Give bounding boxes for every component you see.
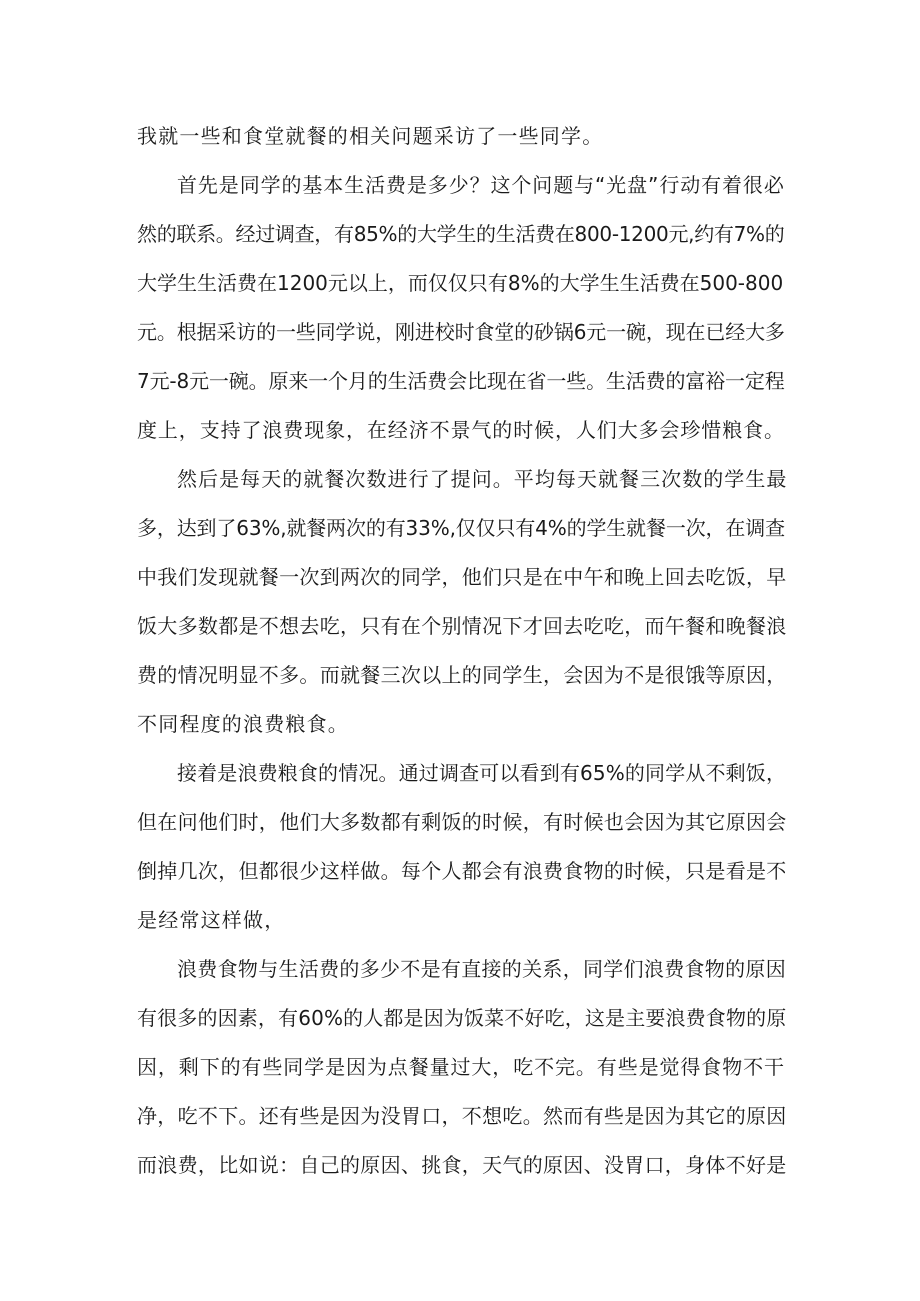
paragraph-intro: [137, 112, 787, 161]
text-line: 但在问他们时，他们大多数都有剩饭的时候，有时候也会因为其它原因会: [137, 810, 787, 834]
paragraph-meal-frequency: [137, 455, 787, 749]
text-line: 元。根据采访的一些同学说，刚进校时食堂的砂锅6元一碗，现在已经大多: [137, 320, 785, 344]
text-line: 7元-8元一碗。原来一个月的生活费会比现在省一些。生活费的富裕一定程: [137, 369, 785, 393]
text-line: 我就一些和食堂就餐的相关问题采访了一些同学。: [137, 124, 604, 148]
text-line: 净，吃不下。还有些是因为没胃口，不想吃。然而有些是因为其它的原因: [137, 1104, 787, 1128]
text-line: 有很多的因素，有60%的人都是因为饭菜不好吃，这是主要浪费食物的原: [137, 1006, 787, 1030]
text-line: 然后是每天的就餐次数进行了提问。平均每天就餐三次数的学生最: [177, 467, 788, 491]
document-body: [137, 112, 787, 1190]
text-line: 首先是同学的基本生活费是多少？这个问题与“光盘”行动有着很必: [177, 173, 785, 197]
text-line: 费的情况明显不多。而就餐三次以上的同学生，会因为不是很饿等原因，: [137, 663, 787, 687]
paragraph-food-waste: [137, 749, 787, 945]
text-line: 倒掉几次，但都很少这样做。每个人都会有浪费食物的时候，只是看是不: [137, 859, 787, 883]
paragraph-living-expenses: [137, 161, 787, 455]
text-line: 而浪费，比如说：自己的原因、挑食，天气的原因、没胃口，身体不好是: [137, 1153, 787, 1177]
text-line: 是经常这样做，: [137, 908, 286, 932]
text-line: 大学生生活费在1200元以上，而仅仅只有8%的大学生生活费在500-800: [137, 271, 784, 295]
text-line: 多，达到了63%,就餐两次的有33%,仅仅只有4%的学生就餐一次，在调查: [137, 516, 785, 540]
text-line: 然的联系。经过调查，有85%的大学生的生活费在800-1200元,约有7%的: [137, 222, 785, 246]
text-line: 饭大多数都是不想去吃，只有在个别情况下才回去吃吃，而午餐和晚餐浪: [137, 614, 787, 638]
text-line: 中我们发现就餐一次到两次的同学，他们只是在中午和晚上回去吃饭，早: [137, 565, 787, 589]
text-line: 接着是浪费粮食的情况。通过调查可以看到有65%的同学从不剩饭，: [177, 761, 787, 785]
text-line: 度上，支持了浪费现象，在经济不景气的时候，人们大多会珍惜粮食。: [137, 418, 785, 442]
paragraph-waste-reasons: [137, 945, 787, 1190]
text-line: 浪费食物与生活费的多少不是有直接的关系，同学们浪费食物的原因: [177, 957, 786, 981]
text-line: 不同程度的浪费粮食。: [137, 712, 349, 736]
text-line: 因，剩下的有些同学是因为点餐量过大，吃不完。有些是觉得食物不干: [137, 1055, 785, 1079]
